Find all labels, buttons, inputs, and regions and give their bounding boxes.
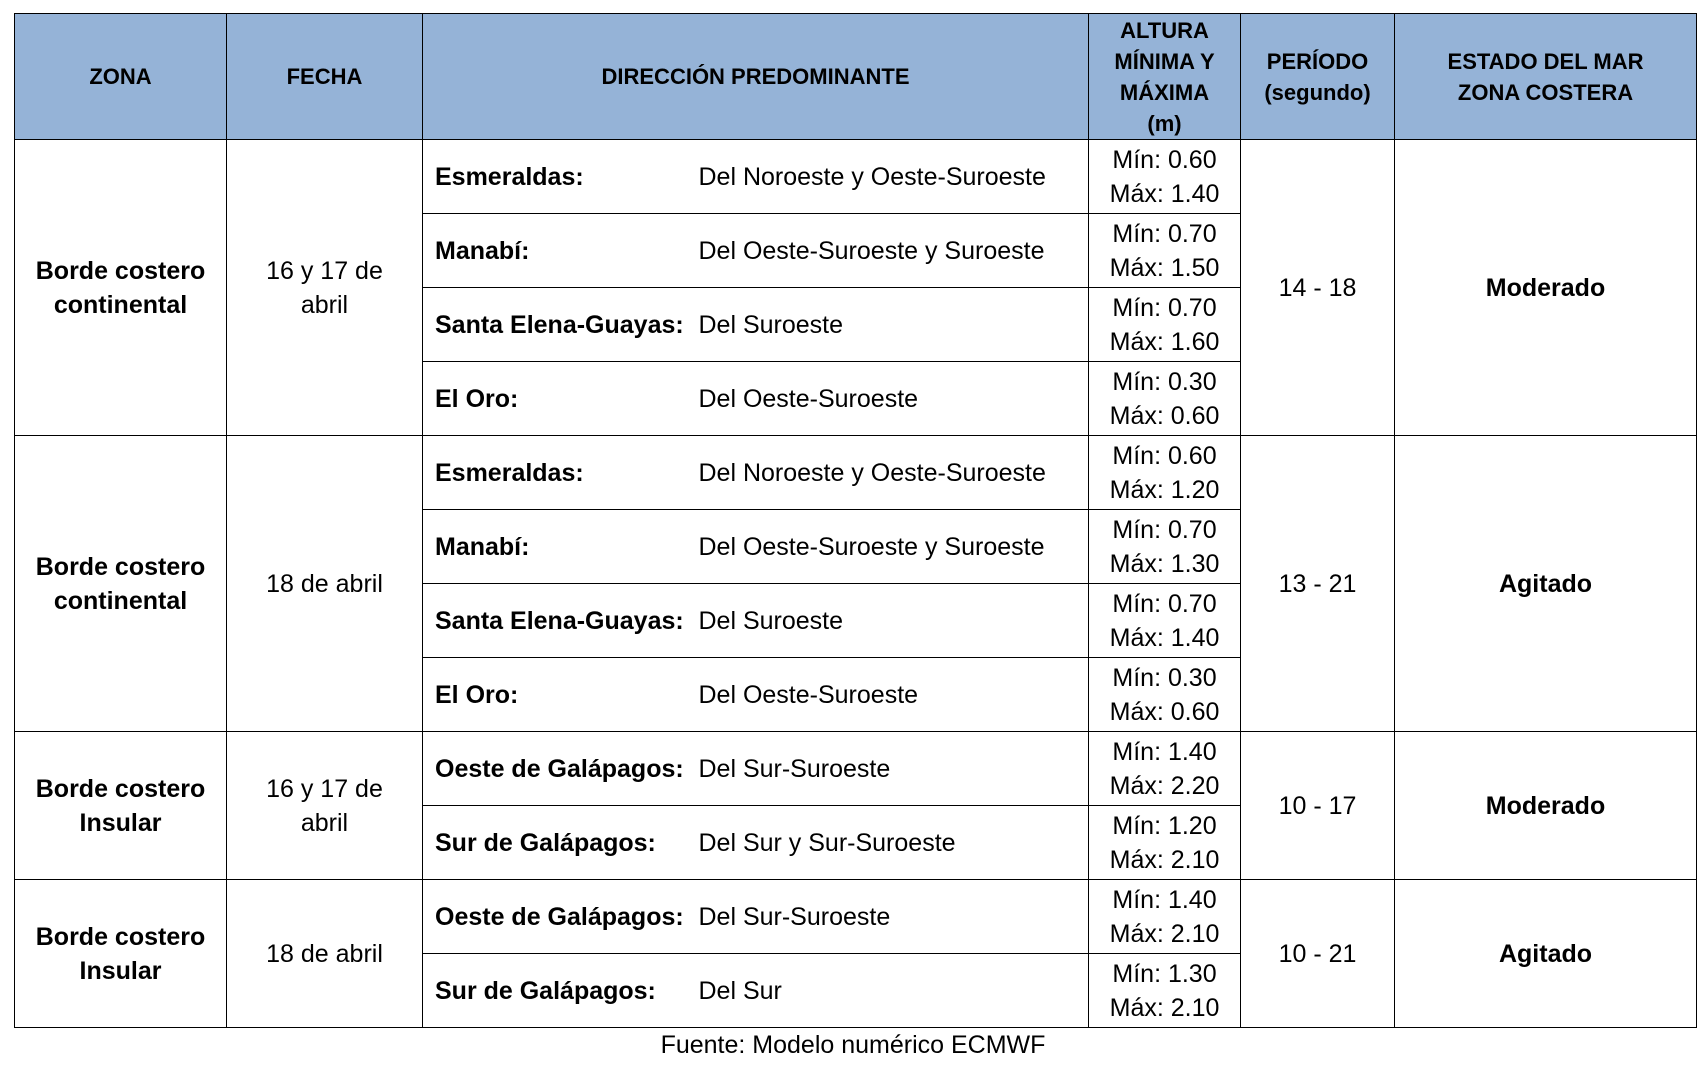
altura-max: Máx: 1.50	[1109, 253, 1220, 282]
table-row	[15, 140, 1697, 214]
altura-max: Máx: 1.30	[1109, 549, 1220, 578]
lugar-cell: Oeste de Galápagos:	[423, 880, 689, 954]
fecha-cell: 18 de abril	[227, 436, 423, 732]
altura-max: Máx: 0.60	[1109, 401, 1220, 430]
header-periodo: PERÍODO (segundo)	[1241, 14, 1395, 140]
periodo-cell: 10 - 21	[1241, 880, 1395, 1028]
periodo-cell: 13 - 21	[1241, 436, 1395, 732]
altura-min: Mín: 1.40	[1112, 885, 1217, 914]
zona-cell: Borde costero continental	[15, 140, 227, 436]
lugar-cell: Santa Elena-Guayas:	[423, 288, 689, 362]
fecha-cell: 18 de abril	[227, 880, 423, 1028]
altura-max: Máx: 1.60	[1109, 327, 1220, 356]
altura-cell	[1089, 214, 1241, 288]
table-row	[15, 436, 1697, 510]
altura-min: Mín: 0.70	[1112, 515, 1217, 544]
altura-min: Mín: 1.30	[1112, 959, 1217, 988]
direccion-cell: Del Suroeste	[689, 288, 1089, 362]
sea-state-table	[14, 13, 1697, 1028]
lugar-cell: Oeste de Galápagos:	[423, 732, 689, 806]
lugar-cell: Esmeraldas:	[423, 436, 689, 510]
altura-min: Mín: 0.60	[1112, 441, 1217, 470]
lugar-cell: El Oro:	[423, 658, 689, 732]
altura-min: Mín: 0.70	[1112, 589, 1217, 618]
header-zona: ZONA	[15, 14, 227, 140]
altura-cell	[1089, 510, 1241, 584]
header-fecha: FECHA	[227, 14, 423, 140]
estado-cell: Agitado	[1395, 436, 1697, 732]
header-row	[15, 14, 1697, 140]
altura-cell	[1089, 584, 1241, 658]
altura-max: Máx: 2.10	[1109, 993, 1220, 1022]
altura-min: Mín: 0.60	[1112, 145, 1217, 174]
direccion-cell: Del Sur y Sur-Suroeste	[689, 806, 1089, 880]
altura-max: Máx: 1.40	[1109, 623, 1220, 652]
lugar-cell: El Oro:	[423, 362, 689, 436]
direccion-cell: Del Oeste-Suroeste	[689, 658, 1089, 732]
zona-cell: Borde costero Insular	[15, 880, 227, 1028]
altura-max: Máx: 2.20	[1109, 771, 1220, 800]
altura-max: Máx: 1.40	[1109, 179, 1220, 208]
direccion-cell: Del Oeste-Suroeste y Suroeste	[689, 214, 1089, 288]
direccion-cell: Del Sur	[689, 954, 1089, 1028]
lugar-cell: Sur de Galápagos:	[423, 954, 689, 1028]
estado-cell: Agitado	[1395, 880, 1697, 1028]
lugar-cell: Manabí:	[423, 510, 689, 584]
zona-cell: Borde costero continental	[15, 436, 227, 732]
direccion-cell: Del Sur-Suroeste	[689, 732, 1089, 806]
altura-cell	[1089, 880, 1241, 954]
altura-min: Mín: 0.30	[1112, 663, 1217, 692]
altura-cell	[1089, 436, 1241, 510]
altura-cell	[1089, 140, 1241, 214]
table-body	[15, 140, 1697, 1028]
lugar-cell: Sur de Galápagos:	[423, 806, 689, 880]
direccion-cell: Del Noroeste y Oeste-Suroeste	[689, 140, 1089, 214]
direccion-cell: Del Suroeste	[689, 584, 1089, 658]
altura-cell	[1089, 732, 1241, 806]
altura-cell	[1089, 288, 1241, 362]
direccion-cell: Del Oeste-Suroeste	[689, 362, 1089, 436]
lugar-cell: Manabí:	[423, 214, 689, 288]
altura-cell	[1089, 806, 1241, 880]
altura-min: Mín: 0.70	[1112, 293, 1217, 322]
direccion-cell: Del Noroeste y Oeste-Suroeste	[689, 436, 1089, 510]
altura-min: Mín: 1.40	[1112, 737, 1217, 766]
header-direccion: DIRECCIÓN PREDOMINANTE	[423, 14, 1089, 140]
altura-max: Máx: 2.10	[1109, 845, 1220, 874]
periodo-cell: 14 - 18	[1241, 140, 1395, 436]
zona-cell: Borde costero Insular	[15, 732, 227, 880]
estado-cell: Moderado	[1395, 732, 1697, 880]
header-estado: ESTADO DEL MAR ZONA COSTERA	[1395, 14, 1697, 140]
table-row	[15, 880, 1697, 954]
altura-max: Máx: 2.10	[1109, 919, 1220, 948]
altura-max: Máx: 0.60	[1109, 697, 1220, 726]
altura-min: Mín: 1.20	[1112, 811, 1217, 840]
table-row	[15, 732, 1697, 806]
source-caption: Fuente: Modelo numérico ECMWF	[660, 1031, 1046, 1059]
lugar-cell: Esmeraldas:	[423, 140, 689, 214]
header-altura: ALTURA MÍNIMA Y MÁXIMA (m)	[1089, 14, 1241, 140]
altura-cell	[1089, 954, 1241, 1028]
altura-max: Máx: 1.20	[1109, 475, 1220, 504]
direccion-cell: Del Oeste-Suroeste y Suroeste	[689, 510, 1089, 584]
altura-cell	[1089, 362, 1241, 436]
fecha-cell: 16 y 17 de abril	[227, 732, 423, 880]
fecha-cell: 16 y 17 de abril	[227, 140, 423, 436]
altura-min: Mín: 0.30	[1112, 367, 1217, 396]
sea-state-table-container	[14, 13, 1697, 1028]
direccion-cell: Del Sur-Suroeste	[689, 880, 1089, 954]
estado-cell: Moderado	[1395, 140, 1697, 436]
lugar-cell: Santa Elena-Guayas:	[423, 584, 689, 658]
periodo-cell: 10 - 17	[1241, 732, 1395, 880]
altura-cell	[1089, 658, 1241, 732]
altura-min: Mín: 0.70	[1112, 219, 1217, 248]
